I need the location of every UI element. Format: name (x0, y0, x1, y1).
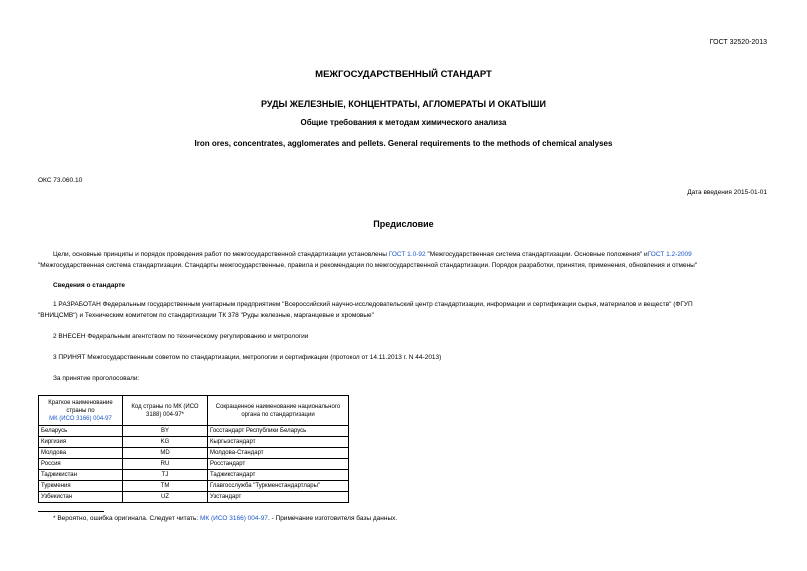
standard-type-heading: МЕЖГОСУДАРСТВЕННЫЙ СТАНДАРТ (315, 69, 492, 80)
code-cell: MD (123, 448, 208, 459)
oks-code: ОКС 73.060.10 (38, 177, 83, 184)
table-row (39, 426, 349, 437)
country-cell: Россия (39, 459, 123, 470)
column-header-body: Сокращенное наименование национального органа по стандартизации (208, 396, 349, 426)
country-cell: Таджикистан (39, 470, 123, 481)
code-cell: TM (123, 481, 208, 492)
table-row (39, 448, 349, 459)
footnote-divider (38, 511, 104, 512)
code-cell: BY (123, 426, 208, 437)
country-cell: Киргизия (39, 437, 123, 448)
introduction-date: Дата введения 2015-01-01 (687, 189, 767, 196)
item-introduced: 2 ВНЕСЕН Федеральным агентством по техническому регулированию и метрологии (53, 333, 309, 340)
footnote (53, 515, 397, 522)
preface-text: Цели, основные принципы и порядок проведения работ по межгосударственной стандартизации установлены (53, 251, 389, 258)
code-cell: KG (123, 437, 208, 448)
country-cell: Молдова (39, 448, 123, 459)
gost-1-0-92-link[interactable]: ГОСТ 1.0-92 (388, 251, 426, 258)
standard-info-heading: Сведения о стандарте (53, 282, 126, 289)
preface-paragraph (53, 251, 692, 258)
table-header-row (39, 396, 349, 426)
document-code: ГОСТ 32520-2013 (709, 39, 767, 46)
code-cell: RU (123, 459, 208, 470)
body-cell: Кыргызстандарт (208, 437, 349, 448)
column-header-country-text: Краткое наименование страны по (48, 399, 113, 414)
body-cell: Росстандарт (208, 459, 349, 470)
code-cell: TJ (123, 470, 208, 481)
table-row (39, 459, 349, 470)
table-row (39, 437, 349, 448)
document-subtitle-ru: Общие требования к методам химического анализа (300, 118, 507, 127)
code-cell: UZ (123, 492, 208, 503)
preface-text: "Межгосударственная система стандартизации. Основные положения" и (425, 251, 648, 258)
body-cell: Таджикстандарт (208, 470, 349, 481)
table-row (39, 481, 349, 492)
mk-iso-3166-footnote-link[interactable]: МК (ИСО 3166) 004-97 (200, 515, 268, 522)
voting-states-table (38, 395, 349, 503)
footnote-text: . - Примечание изготовителя базы данных. (267, 515, 398, 522)
table-row (39, 492, 349, 503)
preface-heading: Предисловие (373, 219, 434, 229)
country-cell: Узбекистан (39, 492, 123, 503)
column-header-country (39, 396, 123, 426)
body-cell: Узстандарт (208, 492, 349, 503)
body-cell: Молдова-Стандарт (208, 448, 349, 459)
item-developed: 1 РАЗРАБОТАН Федеральным государственным унитарным предприятием "Всероссийский научно-исследовательский центр стандартизации, информации и сертификации сырья, материалов и веществ" (ФГУП (53, 301, 693, 308)
country-cell: Туркмения (39, 481, 123, 492)
mk-iso-3166-link[interactable]: МК (ИСО 3166) 004-97 (49, 415, 112, 422)
body-cell: Главгосслужба "Туркменстандартлары" (208, 481, 349, 492)
item-adopted: 3 ПРИНЯТ Межгосударственным советом по стандартизации, метрологии и сертификации (протокол от 14.11.2013 г. N 44-2013) (53, 354, 442, 361)
body-cell: Госстандарт Республики Беларусь (208, 426, 349, 437)
document-title-en: Iron ores, concentrates, agglomerates and pellets. General requirements to the methods of chemical analyses (194, 139, 613, 148)
table-row (39, 470, 349, 481)
gost-1-2-2009-link[interactable]: ГОСТ 1.2-2009 (647, 251, 692, 258)
voted-for-label: За принятие проголосовали: (53, 375, 140, 382)
column-header-code: Код страны по МК (ИСО 3188) 004-97* (123, 396, 208, 426)
country-cell: Беларусь (39, 426, 123, 437)
preface-paragraph-continuation: "Межгосударственная система стандартизации. Стандарты межгосударственные, правила и рекомендации по межгосударственной стандартизации. Порядок разработки, принятия, применения, обновления и отмены" (38, 262, 698, 269)
item-developed-continuation: "ВНИЦСМВ") и Техническим комитетом по стандартизации ТК 378 "Руды железные, марганцевые и хромовые" (38, 312, 374, 319)
document-title-ru: РУДЫ ЖЕЛЕЗНЫЕ, КОНЦЕНТРАТЫ, АГЛОМЕРАТЫ И ОКАТЫШИ (261, 99, 546, 109)
footnote-text: * Вероятно, ошибка оригинала. Следует читать: (53, 515, 200, 522)
